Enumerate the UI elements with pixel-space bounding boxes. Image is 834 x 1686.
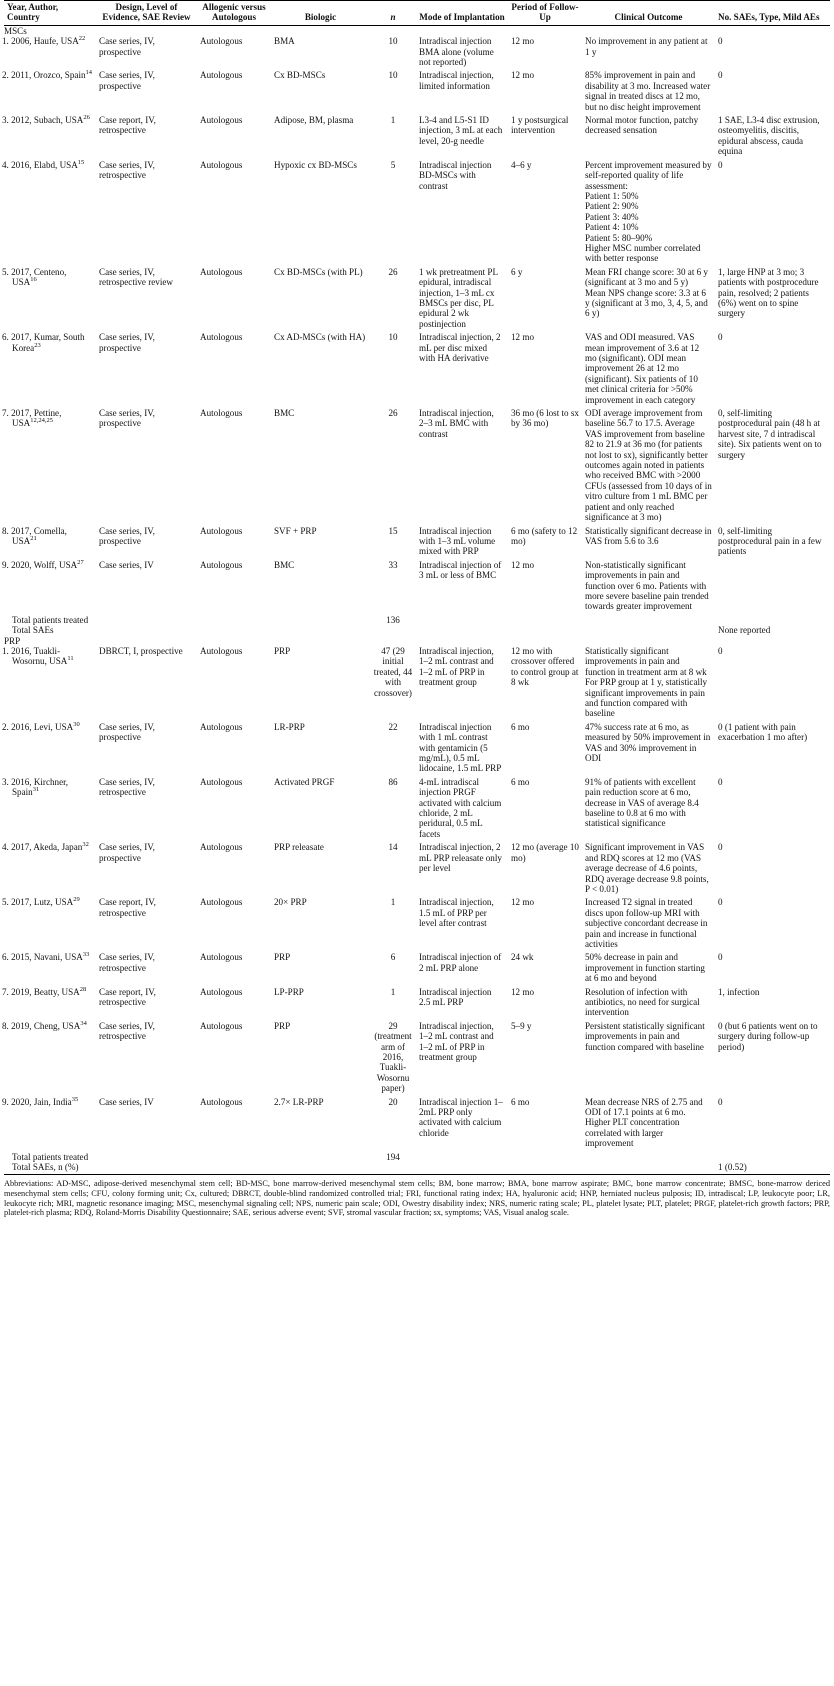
study-cell xyxy=(4,36,96,70)
allogenic-cell: Autologous xyxy=(200,159,243,170)
reference-superscript: 35 xyxy=(71,1095,79,1103)
outcome-line: Patient 2: 90% xyxy=(585,201,639,212)
total-saes-spacer xyxy=(370,1162,715,1175)
study-cell xyxy=(4,160,96,267)
header-outcome: Clinical Outcome xyxy=(582,1,715,26)
period-cell: 12 mo xyxy=(511,559,534,570)
outcome-line: Significant improvement in VAS and RDQ scores at 12 mo (VAS average decrease of 4.6 points, RDQ average decrease 9.8 points, P < 0.01) xyxy=(585,842,709,894)
biologic-cell: 2.7× LR-PRP xyxy=(274,1096,324,1107)
study-label: 5. 2017, Centeno, USA xyxy=(2,266,67,288)
outcome-line: Non-statistically significant improvements in pain and function over 6 mo. Patients with more severe baseline pain trended towards greater improvement xyxy=(585,559,709,612)
biologic-cell: LR-PRP xyxy=(274,721,305,732)
period-cell: 12 mo xyxy=(511,986,534,997)
study-cell xyxy=(4,332,96,408)
study-label: 8. 2017, Comella, USA xyxy=(2,525,67,546)
biologic-cell: Cx BD-MSCs (with PL) xyxy=(274,266,363,277)
period-cell: 36 mo (6 lost to sx by 36 mo) xyxy=(511,408,579,429)
n-cell: 47 (29 initial treated, 44 with crossover) xyxy=(373,645,413,698)
n-cell: 33 xyxy=(388,559,398,570)
table-row xyxy=(4,897,830,952)
design-cell: Case series, IV, retrospective xyxy=(99,159,155,181)
section-label: MSCs xyxy=(4,25,27,36)
n-cell: 6 xyxy=(390,952,396,963)
header-row xyxy=(4,1,830,26)
mode-cell: Intradiscal injection with 1 mL contrast with gentamicin (5 mg/mL), 0.5 mL lidocaine, 1.5 mL PRP xyxy=(419,721,502,774)
outcome-cell xyxy=(582,646,715,722)
n-cell: 86 xyxy=(388,776,398,787)
reference-superscript: 21 xyxy=(30,534,37,542)
biologic-cell: Cx BD-MSCs xyxy=(274,70,326,81)
saes-cell: 1, infection xyxy=(718,986,760,997)
study-label: 8. 2019, Cheng, USA xyxy=(2,1020,81,1031)
mode-cell: Intradiscal injection, limited information xyxy=(419,70,494,91)
outcome-line: Patient 4: 10% xyxy=(585,222,639,233)
table-row xyxy=(4,267,830,332)
allogenic-cell: Autologous xyxy=(200,70,243,81)
allogenic-cell: Autologous xyxy=(200,986,243,997)
outcome-line: Percent improvement measured by self-reported quality of life assessment: xyxy=(585,159,712,191)
mode-cell: Intradiscal injection, 2 mL per disc mixed with HA derivative xyxy=(419,332,501,363)
allogenic-cell: Autologous xyxy=(200,115,243,126)
header-mode: Mode of Implantation xyxy=(416,1,508,26)
outcome-cell xyxy=(582,267,715,332)
design-cell: Case series, IV, retrospective xyxy=(99,776,155,798)
design-cell: Case series, IV, retrospective xyxy=(99,1020,155,1042)
saes-cell: 0 xyxy=(718,842,723,853)
reference-superscript: 29 xyxy=(73,896,80,904)
period-cell: 24 wk xyxy=(511,952,534,963)
study-label: 6. 2015, Navani, USA xyxy=(2,952,83,963)
outcome-cell xyxy=(582,1021,715,1097)
outcome-line: For PRP group at 1 y, statistically significant improvements in pain and function compared with baseline xyxy=(585,677,708,719)
study-cell xyxy=(4,952,96,986)
design-cell: Case series, IV, prospective xyxy=(99,842,155,863)
saes-cell: 0 (1 patient with pain exacerbation 1 mo after) xyxy=(718,721,808,743)
saes-cell: 0, self-limiting postprocedural pain in a few patients xyxy=(718,525,822,557)
total-saes-row xyxy=(4,1162,830,1175)
n-cell: 10 xyxy=(388,70,398,81)
n-cell: 1 xyxy=(390,986,396,997)
table-row xyxy=(4,646,830,722)
total-patients-spacer xyxy=(416,1152,830,1162)
outcome-line: 50% decrease in pain and improvement in function starting at 6 mo and beyond xyxy=(585,952,705,984)
mode-cell: L3-4 and L5-S1 ID injection, 3 mL at each level, 20-g needle xyxy=(419,115,503,146)
design-cell: Case series, IV, prospective xyxy=(99,70,155,91)
study-cell xyxy=(4,777,96,842)
study-label: 9. 2020, Wolff, USA xyxy=(2,559,78,570)
allogenic-cell: Autologous xyxy=(200,1020,243,1031)
study-cell xyxy=(4,526,96,560)
design-cell: Case series, IV, prospective xyxy=(99,36,155,57)
period-cell: 4–6 y xyxy=(511,159,532,170)
study-label: 7. 2017, Pettine, USA xyxy=(2,408,62,429)
design-cell: Case series, IV, retrospective xyxy=(99,952,155,973)
reference-superscript: 16 xyxy=(30,276,37,284)
outcome-line: Mean decrease NRS of 2.75 and ODI of 17.1 points at 6 mo. Higher PLT concentration correlated with larger improvement xyxy=(585,1096,703,1149)
table-row xyxy=(4,1021,830,1097)
reference-superscript: 32 xyxy=(82,841,89,849)
saes-cell: 0 xyxy=(718,332,723,343)
n-cell: 29 (treatment arm of 2016, Tuakli-Wosornu paper) xyxy=(374,1020,412,1094)
period-cell: 12 mo xyxy=(511,70,534,81)
outcome-cell xyxy=(582,952,715,986)
period-cell: 6 mo (safety to 12 mo) xyxy=(511,525,578,546)
saes-cell: 0 xyxy=(718,645,723,656)
allogenic-cell: Autologous xyxy=(200,266,243,277)
design-cell: DBRCT, I, prospective xyxy=(99,645,183,656)
study-label: 3. 2012, Subach, USA xyxy=(2,115,84,126)
saes-cell: 0 xyxy=(718,897,723,908)
outcome-cell xyxy=(582,526,715,560)
section-row-msc xyxy=(4,25,830,36)
n-cell: 15 xyxy=(388,525,398,536)
n-cell: 26 xyxy=(388,266,398,277)
period-cell: 12 mo xyxy=(511,332,534,343)
biologic-cell: Adipose, BM, plasma xyxy=(274,115,354,126)
outcome-line: Increased T2 signal in treated discs upon follow-up MRI with subjective concordant decrease in pain and increase in functional activities xyxy=(585,897,708,949)
design-cell: Case series, IV, prospective xyxy=(99,332,155,353)
total-saes-spacer xyxy=(370,625,715,635)
reference-superscript: 31 xyxy=(32,786,40,794)
biologic-cell: PRP xyxy=(274,645,291,656)
design-cell: Case series, IV, prospective xyxy=(99,408,155,429)
mode-cell: Intradiscal injection of 2 mL PRP alone xyxy=(419,952,502,973)
header-period: Period of Follow-Up xyxy=(508,1,582,26)
saes-cell: 0 xyxy=(718,952,723,963)
study-label: 2. 2011, Orozco, Spain xyxy=(2,70,86,81)
outcome-cell xyxy=(582,115,715,160)
section-row-prp xyxy=(4,636,830,646)
total-patients-label: Total patients treated xyxy=(12,614,89,625)
outcome-cell xyxy=(582,36,715,70)
n-cell: 1 xyxy=(390,897,396,908)
outcome-line: Persistent statistically significant improvements in pain and function compared with baseline xyxy=(585,1020,705,1052)
study-cell xyxy=(4,987,96,1021)
total-patients-row xyxy=(4,615,830,625)
saes-cell: 0 xyxy=(718,159,723,170)
header-n: n xyxy=(370,1,416,26)
reference-superscript: 26 xyxy=(83,114,90,122)
header-design: Design, Level of Evidence, SAE Review xyxy=(96,1,197,26)
table-row xyxy=(4,332,830,408)
allogenic-cell: Autologous xyxy=(200,559,243,570)
study-label: 4. 2016, Elabd, USA xyxy=(2,159,78,170)
allogenic-cell: Autologous xyxy=(200,645,243,656)
study-label: 7. 2019, Beatty, USA xyxy=(2,986,80,997)
study-cell xyxy=(4,1097,96,1152)
header-allogenic: Allogenic versus Autologous xyxy=(197,1,271,26)
studies-table xyxy=(4,0,830,1175)
study-cell xyxy=(4,115,96,160)
allogenic-cell: Autologous xyxy=(200,897,243,908)
allogenic-cell: Autologous xyxy=(200,525,243,536)
outcome-line: Normal motor function, patchy decreased sensation xyxy=(585,115,699,136)
mode-cell: 1 wk pretreatment PL epidural, intradiscal injection, 1–3 mL cx BMSCs per disc, PL epidural 2 wk postinjection xyxy=(419,266,498,329)
design-cell: Case series, IV, prospective xyxy=(99,721,155,743)
allogenic-cell: Autologous xyxy=(200,952,243,963)
period-cell: 6 mo xyxy=(511,721,530,732)
mode-cell: Intradiscal injection with 1–3 mL volume mixed with PRP xyxy=(419,525,496,557)
table-body xyxy=(4,25,830,1175)
biologic-cell: PRP releasate xyxy=(274,842,324,853)
outcome-cell xyxy=(582,842,715,897)
n-cell: 10 xyxy=(388,332,398,343)
total-patients-label: Total patients treated xyxy=(12,1151,89,1162)
allogenic-cell: Autologous xyxy=(200,1096,243,1107)
saes-cell: 0 xyxy=(718,776,723,787)
design-cell: Case report, IV, retrospective xyxy=(99,897,156,918)
biologic-cell: 20× PRP xyxy=(274,897,307,908)
header-year: Year, Author, Country xyxy=(4,1,96,26)
study-label: 1. 2016, Tuakli-Wosornu, USA xyxy=(2,645,68,667)
biologic-cell: LP-PRP xyxy=(274,986,304,997)
outcome-line: Higher MSC number correlated with better response xyxy=(585,242,701,264)
study-label: 5. 2017, Lutz, USA xyxy=(2,897,74,908)
period-cell: 6 mo xyxy=(511,776,530,787)
period-cell: 6 mo xyxy=(511,1096,530,1107)
period-cell: 12 mo xyxy=(511,897,534,908)
total-saes-label: Total SAEs xyxy=(12,625,54,636)
biologic-cell: BMA xyxy=(274,36,295,47)
mode-cell: 4-mL intradiscal injection PRGF activated with calcium chloride, 2 mL peridural, 0.5 mL facets xyxy=(419,776,502,839)
table-row xyxy=(4,1097,830,1152)
saes-cell: 0 xyxy=(718,70,723,81)
study-cell xyxy=(4,70,96,115)
total-saes-value: 1 (0.52) xyxy=(715,1162,830,1175)
design-cell: Case series, IV, retrospective review xyxy=(99,266,173,288)
saes-cell: 1 SAE, L3-4 disc extrusion, osteomyelitis, discitis, epidural abscess, cauda equina xyxy=(718,115,820,157)
design-cell: Case report, IV, retrospective xyxy=(99,115,156,136)
study-cell xyxy=(4,842,96,897)
reference-superscript: 30 xyxy=(73,720,80,728)
reference-superscript: 15 xyxy=(77,158,85,166)
outcome-cell xyxy=(582,1097,715,1152)
reference-superscript: 27 xyxy=(77,558,84,566)
biologic-cell: Cx AD-MSCs (with HA) xyxy=(274,332,366,343)
mode-cell: Intradiscal injection of 3 mL or less of BMC xyxy=(419,559,502,581)
outcome-line: 91% of patients with excellent pain reduction score at 6 mo, decrease in VAS of average 8.4 baseline to 0.8 at 6 mo with statistical significance xyxy=(585,776,699,829)
mode-cell: Intradiscal injection BMA alone (volume not reported) xyxy=(419,36,494,68)
reference-superscript: 22 xyxy=(78,35,86,43)
table-row xyxy=(4,987,830,1021)
study-cell xyxy=(4,267,96,332)
header-biologic: Biologic xyxy=(271,1,370,26)
section-label: PRP xyxy=(4,635,21,646)
mode-cell: Intradiscal injection BD-MSCs with contrast xyxy=(419,159,492,191)
total-saes-row xyxy=(4,625,830,635)
mode-cell: Intradiscal injection 1–2mL PRP only activated with calcium chloride xyxy=(419,1096,503,1138)
mode-cell: Intradiscal injection, 1–2 mL contrast and 1–2 mL of PRP in treatment group xyxy=(419,645,494,688)
study-cell xyxy=(4,722,96,777)
saes-cell: 0, self-limiting postprocedural pain (48 h at harvest site, 7 d intradiscal site). Six patients went on to surgery xyxy=(718,408,822,460)
n-cell: 1 xyxy=(390,115,396,126)
table-row xyxy=(4,777,830,842)
study-cell xyxy=(4,408,96,525)
table-row xyxy=(4,408,830,525)
reference-superscript: 14 xyxy=(85,69,93,77)
outcome-cell xyxy=(582,408,715,525)
n-cell: 22 xyxy=(388,721,398,732)
reference-superscript: 11 xyxy=(67,655,74,663)
table-row xyxy=(4,842,830,897)
biologic-cell: PRP xyxy=(274,952,291,963)
table-row xyxy=(4,526,830,560)
allogenic-cell: Autologous xyxy=(200,408,243,419)
outcome-line: ODI average improvement from baseline 56.7 to 17.5. Average VAS improvement from baseline 82 to 21.9 at 36 mo (for patients not lost to sx), significantly better outcomes again noted in patients who received BMC with >2000 CFUs (assessed from 10 days of in vitro culture from 1 mL BMC per patient and only reached significance at 3 mo) xyxy=(585,408,712,523)
outcome-cell xyxy=(582,70,715,115)
table-row xyxy=(4,952,830,986)
total-saes-value: None reported xyxy=(718,625,771,636)
n-cell: 14 xyxy=(388,842,398,853)
saes-cell: 0 xyxy=(718,36,723,47)
design-cell: Case report, IV, retrospective xyxy=(99,986,156,1007)
mode-cell: Intradiscal injection, 1–2 mL contrast and 1–2 mL of PRP in treatment group xyxy=(419,1020,494,1062)
outcome-cell xyxy=(582,987,715,1021)
total-patients-value: 194 xyxy=(386,1151,400,1162)
outcome-line: 47% success rate at 6 mo, as measured by 50% improvement in VAS and 30% improvement in ODI xyxy=(585,721,711,764)
period-cell: 12 mo with crossover offered to control group at 8 wk xyxy=(511,645,579,688)
abbreviations-footnote: Abbreviations: AD-MSC, adipose-derived mesenchymal stem cell; BD-MSC, bone marrow-derived mesenchymal stem cells; BM, bone marrow; BMA, bone marrow aspirate; BMC, bone marrow concentrate; BMSC, bone-marrow dericed mesenchymal stem cells; CFU, colony forming unit; Cx, cultured; DBRCT, double-blind randomized controlled trial; FRI, functional rating index; HA, hyaluronic acid; HNP, herniated nucleus pulposis; ID, intradiscal; LP, leukocyte poor; LR, leukocyte rich; MRI, magnetic resonance imaging; MSC, mesenchymal signaling cell; NPS, numeric pain scale; ODI, Owestry disability index; NRS, numeric rating scale; PL, platelet lysate; PLT, platelet; PRGF, platelet-rich growth factors; PRP, platelet-rich plasma; RDQ, Roland-Morris Disability Questionnaire; SAE, serious adverse event; SVF, stromal vascular fraction; sx, symptoms; VAS, Visual analog scale. xyxy=(4,1179,830,1218)
allogenic-cell: Autologous xyxy=(200,842,243,853)
outcome-cell xyxy=(582,332,715,408)
study-label: 1. 2006, Haufe, USA xyxy=(2,36,79,47)
study-cell xyxy=(4,646,96,722)
mode-cell: Intradiscal injection, 2 mL PRP releasate only per level xyxy=(419,842,502,874)
outcome-line: No improvement in any patient at 1 y xyxy=(585,36,708,57)
reference-superscript: 34 xyxy=(80,1019,87,1027)
biologic-cell: PRP xyxy=(274,1020,291,1031)
study-cell xyxy=(4,1021,96,1097)
total-patients-spacer xyxy=(416,615,830,625)
period-cell: 5–9 y xyxy=(511,1020,532,1031)
period-cell: 1 y postsurgical intervention xyxy=(511,115,569,136)
study-cell xyxy=(4,897,96,952)
reference-superscript: 28 xyxy=(79,985,87,993)
outcome-line: Mean FRI change score: 30 at 6 y (significant at 3 mo and 5 y) xyxy=(585,266,708,288)
period-cell: 12 mo (average 10 mo) xyxy=(511,842,579,863)
n-cell: 5 xyxy=(390,159,396,170)
outcome-cell xyxy=(582,897,715,952)
reference-superscript: 12,24,25 xyxy=(30,417,53,425)
mode-cell: Intradiscal injection, 2–3 mL BMC with contrast xyxy=(419,408,494,439)
study-label: 9. 2020, Jain, India xyxy=(2,1096,72,1107)
outcome-line: VAS and ODI measured. VAS mean improvement of 3.6 at 12 mo (significant). ODI mean improvement 26 at 12 mo (significant). Six patients of 10 met clinical criteria for >50% improvement in each category xyxy=(585,332,700,405)
total-patients-row xyxy=(4,1152,830,1162)
study-label: 4. 2017, Akeda, Japan xyxy=(2,842,83,853)
outcome-cell xyxy=(582,722,715,777)
header-saes: No. SAEs, Type, Mild AEs xyxy=(715,1,830,26)
study-label: 3. 2016, Kirchner, Spain xyxy=(2,776,69,798)
outcome-cell xyxy=(582,777,715,842)
n-cell: 20 xyxy=(388,1096,398,1107)
n-cell: 26 xyxy=(388,408,398,419)
saes-cell: 1, large HNP at 3 mo; 3 patients with postprocedure pain, resolved; 2 patients (6%) went on to spine surgery xyxy=(718,266,819,319)
allogenic-cell: Autologous xyxy=(200,36,243,47)
biologic-cell: BMC xyxy=(274,559,295,570)
design-cell: Case series, IV, prospective xyxy=(99,525,155,546)
study-label: 2. 2016, Levi, USA xyxy=(2,721,74,732)
study-cell xyxy=(4,560,96,615)
outcome-line: Statistically significant decrease in VAS from 5.6 to 3.6 xyxy=(585,525,712,546)
table-row xyxy=(4,722,830,777)
total-saes-label: Total SAEs, n (%) xyxy=(4,1162,370,1175)
outcome-line: Statistically significant improvements in pain and function in treatment arm at 8 wk xyxy=(585,645,707,677)
biologic-cell: SVF + PRP xyxy=(274,525,317,536)
n-cell: 10 xyxy=(388,36,398,47)
design-cell: Case series, IV xyxy=(99,559,154,570)
table-page xyxy=(4,0,830,1218)
saes-cell: 0 xyxy=(718,1096,723,1107)
allogenic-cell: Autologous xyxy=(200,776,243,787)
saes-cell xyxy=(715,560,830,615)
period-cell: 6 y xyxy=(511,266,523,277)
outcome-line: 85% improvement in pain and disability at 3 mo. Increased water signal in treated discs at 12 mo, but no disc height improvement xyxy=(585,70,711,112)
outcome-line: Patient 3: 40% xyxy=(585,211,639,222)
outcome-line: Patient 1: 50% xyxy=(585,190,639,201)
mode-cell: Intradiscal injection 2.5 mL PRP xyxy=(419,986,492,1007)
biologic-cell: Hypoxic cx BD-MSCs xyxy=(274,159,357,170)
design-cell: Case series, IV xyxy=(99,1096,154,1107)
period-cell: 12 mo xyxy=(511,36,534,47)
table-row xyxy=(4,36,830,70)
biologic-cell: BMC xyxy=(274,408,295,419)
reference-superscript: 33 xyxy=(82,951,90,959)
allogenic-cell: Autologous xyxy=(200,721,243,732)
reference-superscript: 23 xyxy=(34,341,41,349)
mode-cell: Intradiscal injection, 1.5 mL of PRP per level after contrast xyxy=(419,897,494,929)
biologic-cell: Activated PRGF xyxy=(274,776,335,787)
table-row xyxy=(4,160,830,267)
outcome-line: Resolution of infection with antibiotics, no need for surgical intervention xyxy=(585,986,700,1018)
study-label: 6. 2017, Kumar, South Korea xyxy=(2,332,85,353)
table-row xyxy=(4,115,830,160)
allogenic-cell: Autologous xyxy=(200,332,243,343)
total-patients-value: 136 xyxy=(386,614,400,625)
table-row xyxy=(4,70,830,115)
saes-cell: 0 (but 6 patients went on to surgery during follow-up period) xyxy=(718,1020,818,1052)
outcome-line: Patient 5: 80–90% xyxy=(585,232,653,243)
outcome-cell xyxy=(582,160,715,267)
outcome-line: Mean NPS change score: 3.3 at 6 y (significant at 3 mo, 3, 4, 5, and 6 y) xyxy=(585,287,708,319)
outcome-cell xyxy=(582,560,715,615)
table-row xyxy=(4,560,830,615)
